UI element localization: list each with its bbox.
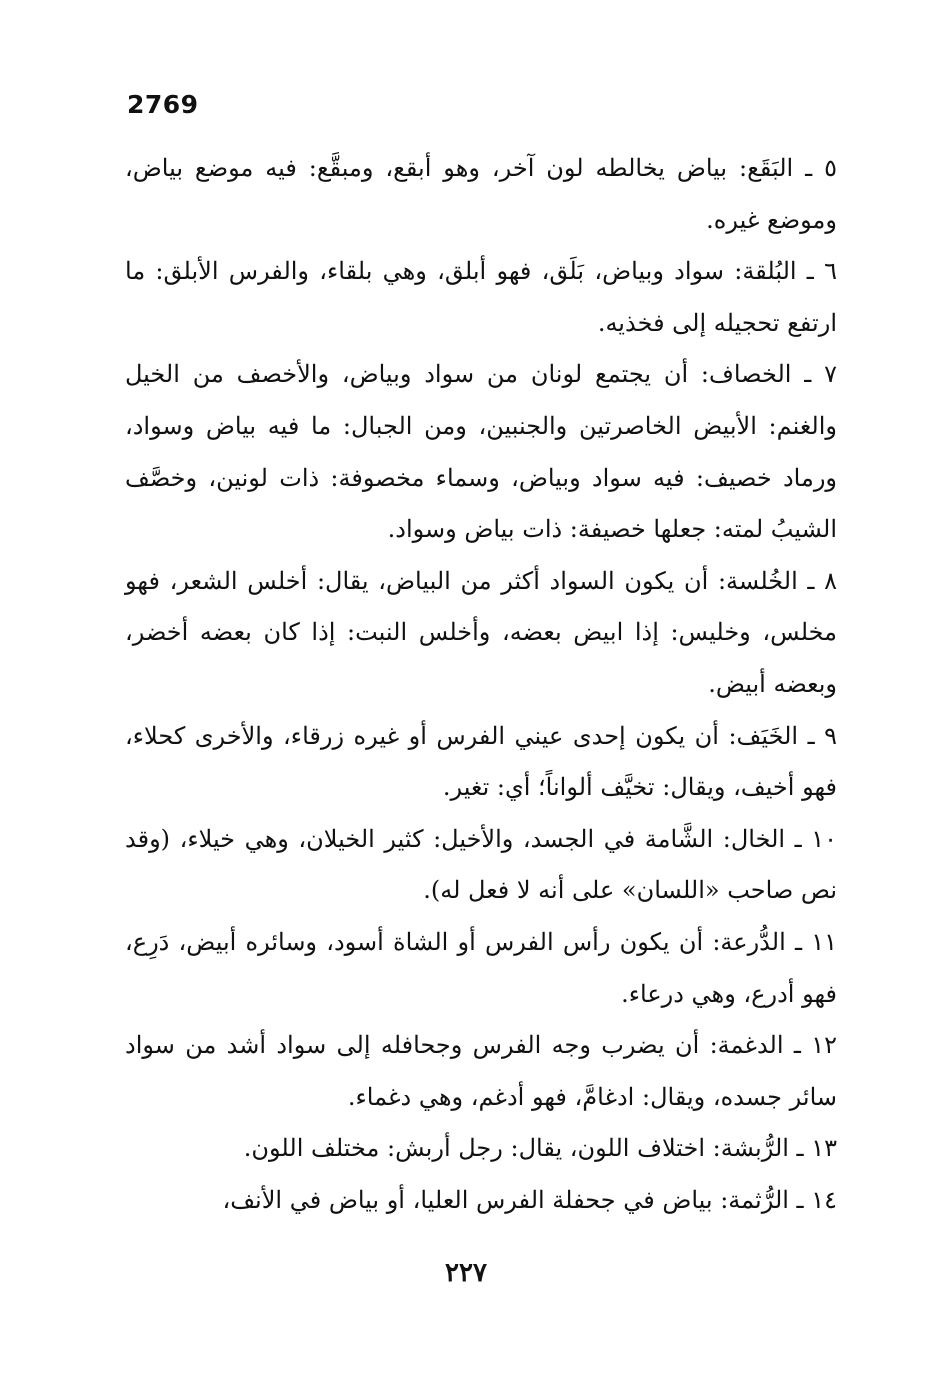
entry-11: ١١ ـ الدُّرعة: أن يكون رأس الفرس أو الشاة أسود، وسائره أبيض، دَرِع، فهو أدرع، وهي درعاء. [125,927,837,1008]
entry-12: ١٢ ـ الدغمة: أن يضرب وجه الفرس وجحافله إلى سواد أشد من سواد سائر جسده، ويقال: ادغامَّ، فهو أدغم، وهي دغماء. [125,1031,837,1111]
entry-9: ٩ ـ الخَيَف: أن يكون إحدى عيني الفرس أو غيره زرقاء، والأخرى كحلاء، فهو أخيف، ويقال: تخيَّف ألواناً؛ أي: تغير. [125,721,837,802]
entry-5: ٥ ـ البَقَع: بياض يخالطه لون آخر، وهو أبقع، ومبقَّع: فيه موضع بياض، وموضع غيره. [125,154,837,234]
entry-13: ١٣ ـ الرُّبشة: اختلاف اللون، يقال: رجل أربش: مختلف اللون. [243,1134,837,1163]
page-folio-number: ٢٢٧ [445,1258,487,1288]
scan-page-number: 2769 [127,90,199,119]
entry-list [125,143,837,1226]
entry-6: ٦ ـ البُلقة: سواد وبياض، بَلَق، فهو أبلق، وهي بلقاء، والفرس الأبلق: ما ارتفع تحجيله إلى فخذيه. [125,257,837,337]
entry-8: ٨ ـ الخُلسة: أن يكون السواد أكثر من البياض، يقال: أخلس الشعر، فهو مخلس، وخليس: إذا ابيض بعضه، وأخلس النبت: إذا كان بعضه أخضر، وبعضه أبيض. [125,566,837,698]
entry-7: ٧ ـ الخصاف: أن يجتمع لونان من سواد وبياض، والأخصف من الخيل والغنم: الأبيض الخاصرتين والجنبين، ومن الجبال: ما فيه بياض وسواد، ورماد خصيف: فيه سواد وبياض، وسماء مخصوفة: ذات لونين، وخصَّف الشيبُ لمته: جعلها خصيفة: ذات بياض وسواد. [125,360,838,544]
entry-14: ١٤ ـ الرُّثمة: بياض في جحفلة الفرس العليا، أو بياض في الأنف، [222,1185,837,1214]
entry-10: ١٠ ـ الخال: الشَّامة في الجسد، والأخيل: كثير الخيلان، وهي خيلاء، (وقد نص صاحب «اللسان» على أنه لا فعل له). [125,824,837,905]
